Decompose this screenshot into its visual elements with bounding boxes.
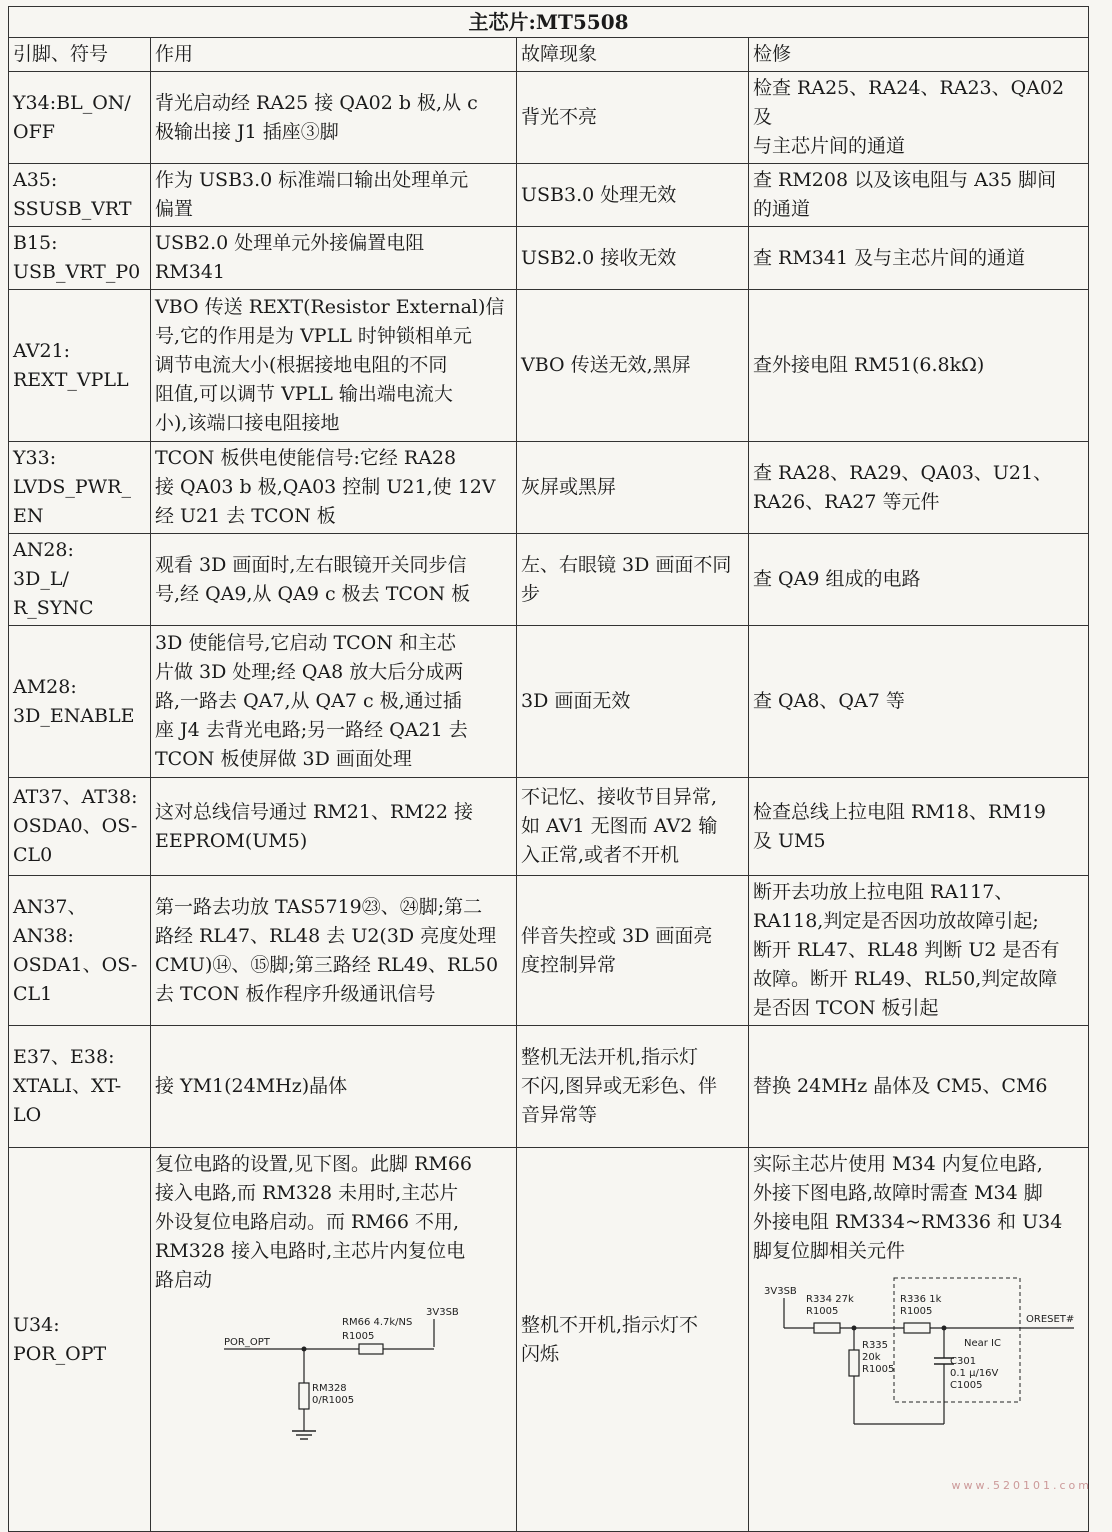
resistor-icon xyxy=(904,1323,930,1333)
pin-cell: E37、E38: XTALI、XT- LO xyxy=(9,1026,151,1148)
r335-label: R335 xyxy=(861,1340,888,1351)
header-pin: 引脚、符号 xyxy=(9,38,151,72)
resistor-icon xyxy=(359,1344,383,1354)
header-row xyxy=(9,38,1089,72)
header-repair: 检修 xyxy=(749,38,1089,72)
function-cell: 3D 使能信号,它启动 TCON 和主芯 片做 3D 处理;经 QA8 放大后分成两 路,一路去 QA7,从 QA7 c 极,通过插 座 J4 去背光电路;另一路经 QA21 去 TCON 板使屏做 3D 画面处理 xyxy=(151,626,517,778)
header-function: 作用 xyxy=(151,38,517,72)
symptom-cell: 左、右眼镜 3D 画面不同 步 xyxy=(517,534,749,626)
table-title: 主芯片:MT5508 xyxy=(9,7,1089,38)
pin-cell: AN37、AN38: OSDA1、OS- CL1 xyxy=(9,876,151,1026)
net-label-in: POR_OPT xyxy=(223,1337,270,1348)
reset-schematic-left xyxy=(184,1295,484,1455)
symptom-cell: 整机无法开机,指示灯 不闪,图异或无彩色、伴 音异常等 xyxy=(517,1026,749,1148)
table-row xyxy=(9,876,1089,1026)
repair-cell: 检查总线上拉电阻 RM18、RM19 及 UM5 xyxy=(749,778,1089,876)
symptom-cell: VBO 传送无效,黑屏 xyxy=(517,290,749,442)
r334-label: R334 27k xyxy=(805,1294,854,1305)
pin-cell: Y33: LVDS_PWR_ EN xyxy=(9,442,151,534)
pin-table xyxy=(8,6,1089,1532)
net-label-out: ORESET# xyxy=(1025,1314,1074,1325)
table-row xyxy=(9,290,1089,442)
function-cell xyxy=(151,1148,517,1532)
function-cell: VBO 传送 REXT(Resistor External)信 号,它的作用是为 VPLL 时钟锁相单元 调节电流大小(根据接地电阻的不同 阻值,可以调节 VPLL 输出端电流大 小),该端口接电阻接地 xyxy=(151,290,517,442)
repair-cell: 查外接电阻 RM51(6.8kΩ) xyxy=(749,290,1089,442)
repair-cell: 查 RM208 以及该电阻与 A35 脚间 的通道 xyxy=(749,164,1089,227)
symptom-cell: 整机不开机,指示灯不 闪烁 xyxy=(517,1148,749,1532)
repair-text: 实际主芯片使用 M34 内复位电路, 外接下图电路,故障时需查 M34 脚 外接电阻 RM334~RM336 和 U34 脚复位脚相关元件 xyxy=(753,1153,1063,1262)
pin-cell: AT37、AT38: OSDA0、OS- CL0 xyxy=(9,778,151,876)
pin-cell: A35: SSUSB_VRT xyxy=(9,164,151,227)
repair-cell: 查 RA28、RA29、QA03、U21、 RA26、RA27 等元件 xyxy=(749,442,1089,534)
function-cell: 这对总线信号通过 RM21、RM22 接 EEPROM(UM5) xyxy=(151,778,517,876)
pin-cell: AN28: 3D_L/ R_SYNC xyxy=(9,534,151,626)
symptom-cell: 伴音失控或 3D 画面亮 度控制异常 xyxy=(517,876,749,1026)
resistor-icon xyxy=(849,1350,859,1376)
r335-value: 20k xyxy=(861,1352,881,1363)
table-row xyxy=(9,1026,1089,1148)
function-cell: 背光启动经 RA25 接 QA02 b 极,从 c 极输出接 J1 插座③脚 xyxy=(151,72,517,164)
c301-pkg: C1005 xyxy=(949,1380,982,1391)
pin-cell: Y34:BL_ON/ OFF xyxy=(9,72,151,164)
header-symptom: 故障现象 xyxy=(517,38,749,72)
table-row xyxy=(9,626,1089,778)
ground-icon xyxy=(292,1431,316,1439)
function-cell: USB2.0 处理单元外接偏置电阻 RM341 xyxy=(151,227,517,290)
near-ic-note: Near IC xyxy=(963,1338,1001,1349)
r334-pkg: R1005 xyxy=(805,1306,838,1317)
function-cell: TCON 板供电使能信号:它经 RA28 接 QA03 b 极,QA03 控制 U21,使 12V 经 U21 去 TCON 板 xyxy=(151,442,517,534)
symptom-cell: 背光不亮 xyxy=(517,72,749,164)
rm66-label: RM66 4.7k/NS xyxy=(341,1317,412,1328)
repair-cell: 查 QA8、QA7 等 xyxy=(749,626,1089,778)
resistor-icon xyxy=(814,1323,840,1333)
resistor-icon xyxy=(299,1383,309,1409)
symptom-cell: 灰屏或黑屏 xyxy=(517,442,749,534)
pin-cell: AV21: REXT_VPLL xyxy=(9,290,151,442)
footer-watermark: www.520101.com xyxy=(951,1479,1092,1492)
function-cell: 作为 USB3.0 标准端口输出处理单元 偏置 xyxy=(151,164,517,227)
table-row xyxy=(9,72,1089,164)
pin-cell: B15: USB_VRT_P0 xyxy=(9,227,151,290)
function-cell: 第一路去功放 TAS5719㉓、㉔脚;第二 路经 RL47、RL48 去 U2(3D 亮度处理 CMU)⑭、⑮脚;第三路经 RL49、RL50 去 TCON 板作程序升级通讯信号 xyxy=(151,876,517,1026)
r336-label: R336 1k xyxy=(899,1294,941,1305)
supply-label: 3V3SB xyxy=(763,1286,797,1297)
table-row xyxy=(9,227,1089,290)
repair-cell: 查 QA9 组成的电路 xyxy=(749,534,1089,626)
repair-cell xyxy=(749,1148,1089,1532)
symptom-cell: 3D 画面无效 xyxy=(517,626,749,778)
symptom-cell: USB3.0 处理无效 xyxy=(517,164,749,227)
table-row xyxy=(9,164,1089,227)
repair-cell: 检查 RA25、RA24、RA23、QA02 及 与主芯片间的通道 xyxy=(749,72,1089,164)
repair-cell: 查 RM341 及与主芯片间的通道 xyxy=(749,227,1089,290)
pin-cell: U34: POR_OPT xyxy=(9,1148,151,1532)
repair-cell: 断开去功放上拉电阻 RA117、 RA118,判定是否因功放故障引起; 断开 RL47、RL48 判断 U2 是否有 故障。断开 RL49、RL50,判定故障 是否因 TCON 板引起 xyxy=(749,876,1089,1026)
r335-pkg: R1005 xyxy=(861,1364,894,1375)
rm328-label: RM328 xyxy=(311,1383,347,1394)
function-text: 复位电路的设置,见下图。此脚 RM66 接入电路,而 RM328 未用时,主芯片 外设复位电路启动。而 RM66 不用, RM328 接入电路时,主芯片内复位电 路启动 xyxy=(155,1153,473,1291)
table-row xyxy=(9,778,1089,876)
symptom-cell: USB2.0 接收无效 xyxy=(517,227,749,290)
table-row xyxy=(9,534,1089,626)
function-cell: 观看 3D 画面时,左右眼镜开关同步信 号,经 QA9,从 QA9 c 极去 TCON 板 xyxy=(151,534,517,626)
table-row xyxy=(9,442,1089,534)
repair-cell: 替换 24MHz 晶体及 CM5、CM6 xyxy=(749,1026,1089,1148)
supply-label: 3V3SB xyxy=(425,1307,459,1318)
title-row xyxy=(9,7,1089,38)
function-cell: 接 YM1(24MHz)晶体 xyxy=(151,1026,517,1148)
c301-label: C301 xyxy=(949,1356,976,1367)
rm66-pkg: R1005 xyxy=(341,1331,374,1342)
r336-pkg: R1005 xyxy=(899,1306,932,1317)
table-row xyxy=(9,1148,1089,1532)
symptom-cell: 不记忆、接收节目异常, 如 AV1 无图而 AV2 输 入正常,或者不开机 xyxy=(517,778,749,876)
reset-schematic-right xyxy=(754,1266,1084,1436)
document-page xyxy=(8,6,1088,1532)
rm328-pkg: 0/R1005 xyxy=(311,1395,354,1406)
c301-value: 0.1 μ/16V xyxy=(949,1368,998,1379)
pin-cell: AM28: 3D_ENABLE xyxy=(9,626,151,778)
